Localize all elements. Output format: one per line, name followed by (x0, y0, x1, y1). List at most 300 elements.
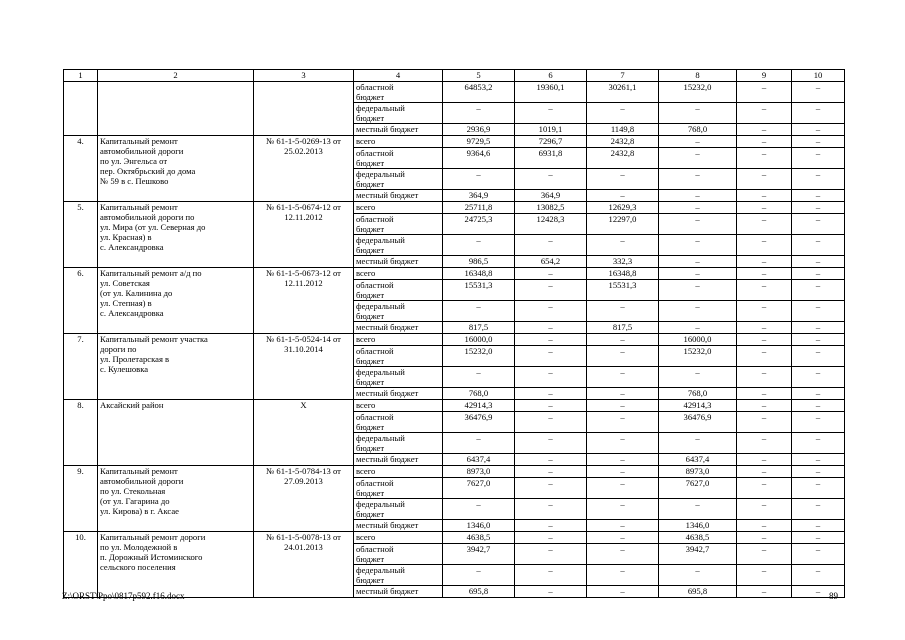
row-number: 5. (64, 202, 98, 268)
value-cell: – (587, 412, 659, 433)
value-cell: 817,5 (587, 322, 659, 334)
value-cell: – (792, 466, 845, 478)
doc-line: № 61-1-5-0673-12 от (266, 268, 341, 278)
value-cell: – (659, 190, 737, 202)
value-cell: 36476,9 (443, 412, 515, 433)
value-cell: – (515, 388, 587, 400)
value-cell: – (659, 148, 737, 169)
budget-type-cell (354, 82, 443, 103)
row-number: 4. (64, 136, 98, 202)
budget-type-cell (354, 544, 443, 565)
budget-type-cell (354, 256, 443, 268)
value-cell: 16348,8 (443, 268, 515, 280)
budget-type-label: всего (356, 466, 376, 476)
doc-line: 24.01.2013 (284, 542, 323, 552)
object-name-line: Капитальный ремонт (100, 466, 178, 476)
table-row (64, 136, 845, 148)
budget-type-cell (354, 346, 443, 367)
doc-cell (254, 334, 354, 400)
budget-type-label: областной бюджет (356, 346, 394, 366)
value-cell: 12297,0 (587, 214, 659, 235)
value-cell: – (443, 499, 515, 520)
value-cell: – (792, 433, 845, 454)
value-cell: 4638,5 (443, 532, 515, 544)
value-cell: – (737, 367, 792, 388)
value-cell: 12629,3 (587, 202, 659, 214)
value-cell: 30261,1 (587, 82, 659, 103)
value-cell: – (587, 433, 659, 454)
budget-type-label: всего (356, 334, 376, 344)
value-cell: 42914,3 (443, 400, 515, 412)
object-name-line: (от ул. Калинина до (100, 288, 173, 298)
value-cell: – (792, 388, 845, 400)
column-header: 5 (443, 70, 515, 82)
value-cell: – (515, 565, 587, 586)
value-cell: – (737, 412, 792, 433)
value-cell: – (515, 301, 587, 322)
budget-type-cell (354, 400, 443, 412)
value-cell: – (792, 190, 845, 202)
budget-type-label: областной бюджет (356, 280, 394, 300)
value-cell: – (515, 103, 587, 124)
budget-type-label: всего (356, 532, 376, 542)
value-cell: 2432,8 (587, 136, 659, 148)
value-cell: – (515, 268, 587, 280)
value-cell: – (515, 169, 587, 190)
budget-type-label: областной бюджет (356, 478, 394, 498)
value-cell: – (515, 235, 587, 256)
budget-type-cell (354, 235, 443, 256)
budget-type-label: федеральный бюджет (356, 433, 405, 453)
object-name-line: (от ул. Гагарина до (100, 496, 170, 506)
value-cell: 16000,0 (443, 334, 515, 346)
value-cell: – (659, 499, 737, 520)
value-cell: – (737, 346, 792, 367)
budget-type-cell (354, 202, 443, 214)
budget-type-cell (354, 301, 443, 322)
value-cell: – (737, 103, 792, 124)
value-cell: – (737, 136, 792, 148)
value-cell: 768,0 (659, 124, 737, 136)
value-cell: 19360,1 (515, 82, 587, 103)
value-cell: – (659, 103, 737, 124)
value-cell: – (587, 520, 659, 532)
value-cell: – (792, 301, 845, 322)
value-cell: – (737, 433, 792, 454)
budget-type-cell (354, 433, 443, 454)
column-header: 9 (737, 70, 792, 82)
value-cell: – (737, 544, 792, 565)
value-cell: – (737, 565, 792, 586)
budget-type-cell (354, 412, 443, 433)
budget-type-cell (354, 214, 443, 235)
value-cell: – (792, 400, 845, 412)
value-cell: – (587, 301, 659, 322)
value-cell: – (587, 334, 659, 346)
value-cell: 16000,0 (659, 334, 737, 346)
value-cell: 7627,0 (443, 478, 515, 499)
value-cell: – (737, 322, 792, 334)
value-cell: – (659, 280, 737, 301)
object-name-line: автомобильной дороги по (100, 212, 195, 222)
value-cell: 7296,7 (515, 136, 587, 148)
value-cell: 768,0 (443, 388, 515, 400)
header-row (64, 70, 845, 82)
value-cell: – (737, 235, 792, 256)
value-cell: 15531,3 (443, 280, 515, 301)
object-name-line: по ул. Стекольная (100, 486, 166, 496)
object-name-cell (98, 400, 254, 466)
value-cell: – (737, 214, 792, 235)
value-cell: – (737, 532, 792, 544)
page-number: 89 (829, 591, 838, 601)
value-cell: 6437,4 (443, 454, 515, 466)
budget-type-cell (354, 322, 443, 334)
object-name-line: с. Александровка (100, 242, 164, 252)
value-cell: – (587, 103, 659, 124)
value-cell: – (515, 454, 587, 466)
budget-type-label: всего (356, 268, 376, 278)
value-cell: 364,9 (515, 190, 587, 202)
budget-type-cell (354, 532, 443, 544)
object-name-line: Капитальный ремонт а/д по (100, 268, 202, 278)
table-row (64, 202, 845, 214)
value-cell: – (515, 466, 587, 478)
value-cell: – (659, 202, 737, 214)
value-cell: – (792, 169, 845, 190)
value-cell: – (443, 235, 515, 256)
value-cell: 64853,2 (443, 82, 515, 103)
doc-line: 27.09.2013 (284, 476, 323, 486)
budget-type-cell (354, 124, 443, 136)
value-cell: – (792, 499, 845, 520)
budget-type-cell (354, 466, 443, 478)
value-cell: – (737, 280, 792, 301)
object-name-cell (98, 466, 254, 532)
value-cell: 654,2 (515, 256, 587, 268)
budget-type-cell (354, 334, 443, 346)
value-cell: – (737, 454, 792, 466)
budget-type-label: областной бюджет (356, 412, 394, 432)
value-cell: – (737, 400, 792, 412)
value-cell: – (792, 520, 845, 532)
value-cell: – (792, 412, 845, 433)
value-cell: – (737, 148, 792, 169)
value-cell: 42914,3 (659, 400, 737, 412)
value-cell: – (515, 334, 587, 346)
value-cell: 15232,0 (659, 82, 737, 103)
value-cell: – (659, 235, 737, 256)
table-row (64, 82, 845, 103)
value-cell: – (737, 301, 792, 322)
value-cell: 15232,0 (443, 346, 515, 367)
value-cell: – (587, 586, 659, 598)
budget-type-label: местный бюджет (356, 454, 419, 464)
value-cell: – (443, 169, 515, 190)
object-name-line: дороги по (100, 344, 137, 354)
value-cell: – (443, 565, 515, 586)
table-row (64, 400, 845, 412)
value-cell: – (737, 388, 792, 400)
object-name-line: по ул. Молодежной в (100, 542, 178, 552)
value-cell: – (587, 367, 659, 388)
doc-line: 31.10.2014 (284, 344, 323, 354)
doc-line: № 61-1-5-0784-13 от (266, 466, 341, 476)
value-cell: – (737, 478, 792, 499)
value-cell: 1346,0 (443, 520, 515, 532)
doc-cell (254, 202, 354, 268)
value-cell: – (737, 520, 792, 532)
value-cell: – (737, 499, 792, 520)
budget-type-label: областной бюджет (356, 214, 394, 234)
value-cell: – (587, 532, 659, 544)
value-cell: – (792, 256, 845, 268)
value-cell: – (792, 103, 845, 124)
value-cell: – (737, 190, 792, 202)
budget-type-cell (354, 280, 443, 301)
column-header: 8 (659, 70, 737, 82)
value-cell: – (792, 235, 845, 256)
budget-type-label: федеральный бюджет (356, 565, 405, 585)
budget-type-cell (354, 268, 443, 280)
value-cell: – (443, 103, 515, 124)
value-cell: – (737, 334, 792, 346)
value-cell: – (515, 532, 587, 544)
value-cell: – (515, 322, 587, 334)
value-cell: 1149,8 (587, 124, 659, 136)
value-cell: – (792, 214, 845, 235)
footer-file-path: Z:\ORST\Ppo\0817p592.f16.docx (62, 591, 185, 601)
value-cell: 3942,7 (659, 544, 737, 565)
object-name-line: ул. Степная) в (100, 298, 152, 308)
budget-type-cell (354, 478, 443, 499)
value-cell: 8973,0 (443, 466, 515, 478)
value-cell: – (792, 124, 845, 136)
value-cell: – (737, 169, 792, 190)
table-row (64, 466, 845, 478)
value-cell: – (792, 532, 845, 544)
object-name-cell (98, 136, 254, 202)
value-cell: – (792, 202, 845, 214)
doc-cell (254, 466, 354, 532)
doc-cell (254, 532, 354, 598)
row-number: 10. (64, 532, 98, 598)
row-number: 9. (64, 466, 98, 532)
doc-line: № 61-1-5-0524-14 от (266, 334, 341, 344)
value-cell: 332,3 (587, 256, 659, 268)
value-cell: – (659, 268, 737, 280)
doc-line: Х (300, 400, 307, 410)
object-name-line: с. Александровка (100, 308, 164, 318)
doc-line: 12.11.2012 (284, 278, 323, 288)
budget-type-cell (354, 136, 443, 148)
value-cell: – (792, 367, 845, 388)
value-cell: – (587, 478, 659, 499)
object-name-line: Аксайский район (100, 400, 164, 410)
object-name-line: ул. Советская (100, 278, 150, 288)
value-cell: – (737, 124, 792, 136)
value-cell: – (792, 346, 845, 367)
value-cell: – (792, 478, 845, 499)
value-cell: 3942,7 (443, 544, 515, 565)
budget-type-label: федеральный бюджет (356, 499, 405, 519)
value-cell: – (587, 499, 659, 520)
object-name-line: сельского поселения (100, 562, 176, 572)
value-cell: – (515, 586, 587, 598)
budget-type-cell (354, 103, 443, 124)
value-cell: – (792, 565, 845, 586)
budget-type-cell (354, 367, 443, 388)
budget-type-label: областной бюджет (356, 544, 394, 564)
value-cell: 695,8 (659, 586, 737, 598)
value-cell: – (792, 280, 845, 301)
budget-type-label: местный бюджет (356, 586, 419, 596)
value-cell: – (587, 400, 659, 412)
value-cell: – (443, 433, 515, 454)
table-row (64, 334, 845, 346)
value-cell: – (737, 268, 792, 280)
budget-type-cell (354, 586, 443, 598)
value-cell: – (587, 346, 659, 367)
object-name-line: ул. Кирова) в г. Аксае (100, 506, 179, 516)
budget-type-label: областной бюджет (356, 82, 394, 102)
value-cell: – (737, 82, 792, 103)
budget-type-label: местный бюджет (356, 124, 419, 134)
object-name-cell (98, 268, 254, 334)
value-cell: 1346,0 (659, 520, 737, 532)
doc-line: 25.02.2013 (284, 146, 323, 156)
value-cell: – (792, 334, 845, 346)
value-cell: 15531,3 (587, 280, 659, 301)
doc-line: 12.11.2012 (284, 212, 323, 222)
value-cell: – (659, 322, 737, 334)
row-number: 7. (64, 334, 98, 400)
object-name-cell (98, 334, 254, 400)
value-cell: – (659, 256, 737, 268)
object-name-line: с. Кулешовка (100, 364, 149, 374)
value-cell: 36476,9 (659, 412, 737, 433)
budget-type-label: всего (356, 400, 376, 410)
value-cell: – (792, 268, 845, 280)
value-cell: 9364,6 (443, 148, 515, 169)
doc-line: № 61-1-5-0674-12 от (266, 202, 341, 212)
value-cell: 768,0 (659, 388, 737, 400)
value-cell: 8973,0 (659, 466, 737, 478)
value-cell: – (737, 466, 792, 478)
column-header: 6 (515, 70, 587, 82)
budget-type-cell (354, 148, 443, 169)
budget-type-label: федеральный бюджет (356, 301, 405, 321)
object-name-line: Капитальный ремонт участка (100, 334, 208, 344)
budget-type-cell (354, 565, 443, 586)
column-header: 7 (587, 70, 659, 82)
value-cell: – (659, 301, 737, 322)
value-cell: 2432,8 (587, 148, 659, 169)
value-cell: – (587, 388, 659, 400)
object-name-line: ул. Пролетарская в (100, 354, 170, 364)
budget-type-label: местный бюджет (356, 520, 419, 530)
value-cell: – (587, 565, 659, 586)
budget-type-label: местный бюджет (356, 388, 419, 398)
value-cell: – (587, 190, 659, 202)
value-cell: – (587, 454, 659, 466)
doc-cell (254, 268, 354, 334)
value-cell: 6931,8 (515, 148, 587, 169)
doc-line: № 61-1-5-0078-13 от (266, 532, 341, 542)
budget-type-label: всего (356, 136, 376, 146)
value-cell: – (515, 346, 587, 367)
table-row (64, 532, 845, 544)
value-cell: 1019,1 (515, 124, 587, 136)
object-name-line: Капитальный ремонт (100, 202, 178, 212)
row-number: 8. (64, 400, 98, 466)
column-header: 3 (254, 70, 354, 82)
table-row (64, 268, 845, 280)
object-name-line: ул. Красная) в (100, 232, 152, 242)
object-name-line: автомобильной дороги (100, 146, 184, 156)
budget-type-cell (354, 520, 443, 532)
value-cell: 7627,0 (659, 478, 737, 499)
value-cell: 2936,9 (443, 124, 515, 136)
value-cell: 24725,3 (443, 214, 515, 235)
value-cell: – (792, 136, 845, 148)
value-cell: – (515, 433, 587, 454)
budget-type-cell (354, 388, 443, 400)
object-name-line: № 59 в с. Пешково (100, 176, 169, 186)
doc-cell (254, 82, 354, 136)
value-cell: – (792, 586, 845, 598)
value-cell: – (659, 169, 737, 190)
object-name-cell (98, 82, 254, 136)
object-name-line: автомобильной дороги (100, 476, 184, 486)
value-cell: 16348,8 (587, 268, 659, 280)
row-number: 6. (64, 268, 98, 334)
value-cell: 695,8 (443, 586, 515, 598)
value-cell: – (443, 301, 515, 322)
object-name-cell (98, 532, 254, 598)
value-cell: – (659, 367, 737, 388)
object-name-cell (98, 202, 254, 268)
value-cell: – (515, 544, 587, 565)
budget-type-label: федеральный бюджет (356, 169, 405, 189)
value-cell: – (515, 478, 587, 499)
column-header: 1 (64, 70, 98, 82)
value-cell: – (515, 412, 587, 433)
value-cell: 12428,3 (515, 214, 587, 235)
budget-type-label: федеральный бюджет (356, 235, 405, 255)
value-cell: – (659, 214, 737, 235)
value-cell: – (792, 82, 845, 103)
budget-table-page (63, 69, 845, 598)
budget-type-cell (354, 190, 443, 202)
doc-cell (254, 136, 354, 202)
value-cell: 6437,4 (659, 454, 737, 466)
budget-type-label: местный бюджет (356, 322, 419, 332)
value-cell: – (737, 256, 792, 268)
column-header: 2 (98, 70, 254, 82)
value-cell: 364,9 (443, 190, 515, 202)
doc-line: № 61-1-5-0269-13 от (266, 136, 341, 146)
object-name-line: ул. Мира (от ул. Северная до (100, 222, 206, 232)
value-cell: 4638,5 (659, 532, 737, 544)
object-name-line: Капитальный ремонт дороги (100, 532, 206, 542)
budget-table (63, 69, 845, 598)
column-header: 10 (792, 70, 845, 82)
object-name-line: Капитальный ремонт (100, 136, 178, 146)
value-cell: – (515, 280, 587, 301)
object-name-line: пер. Октябрьский до дома (100, 166, 196, 176)
value-cell: 986,5 (443, 256, 515, 268)
